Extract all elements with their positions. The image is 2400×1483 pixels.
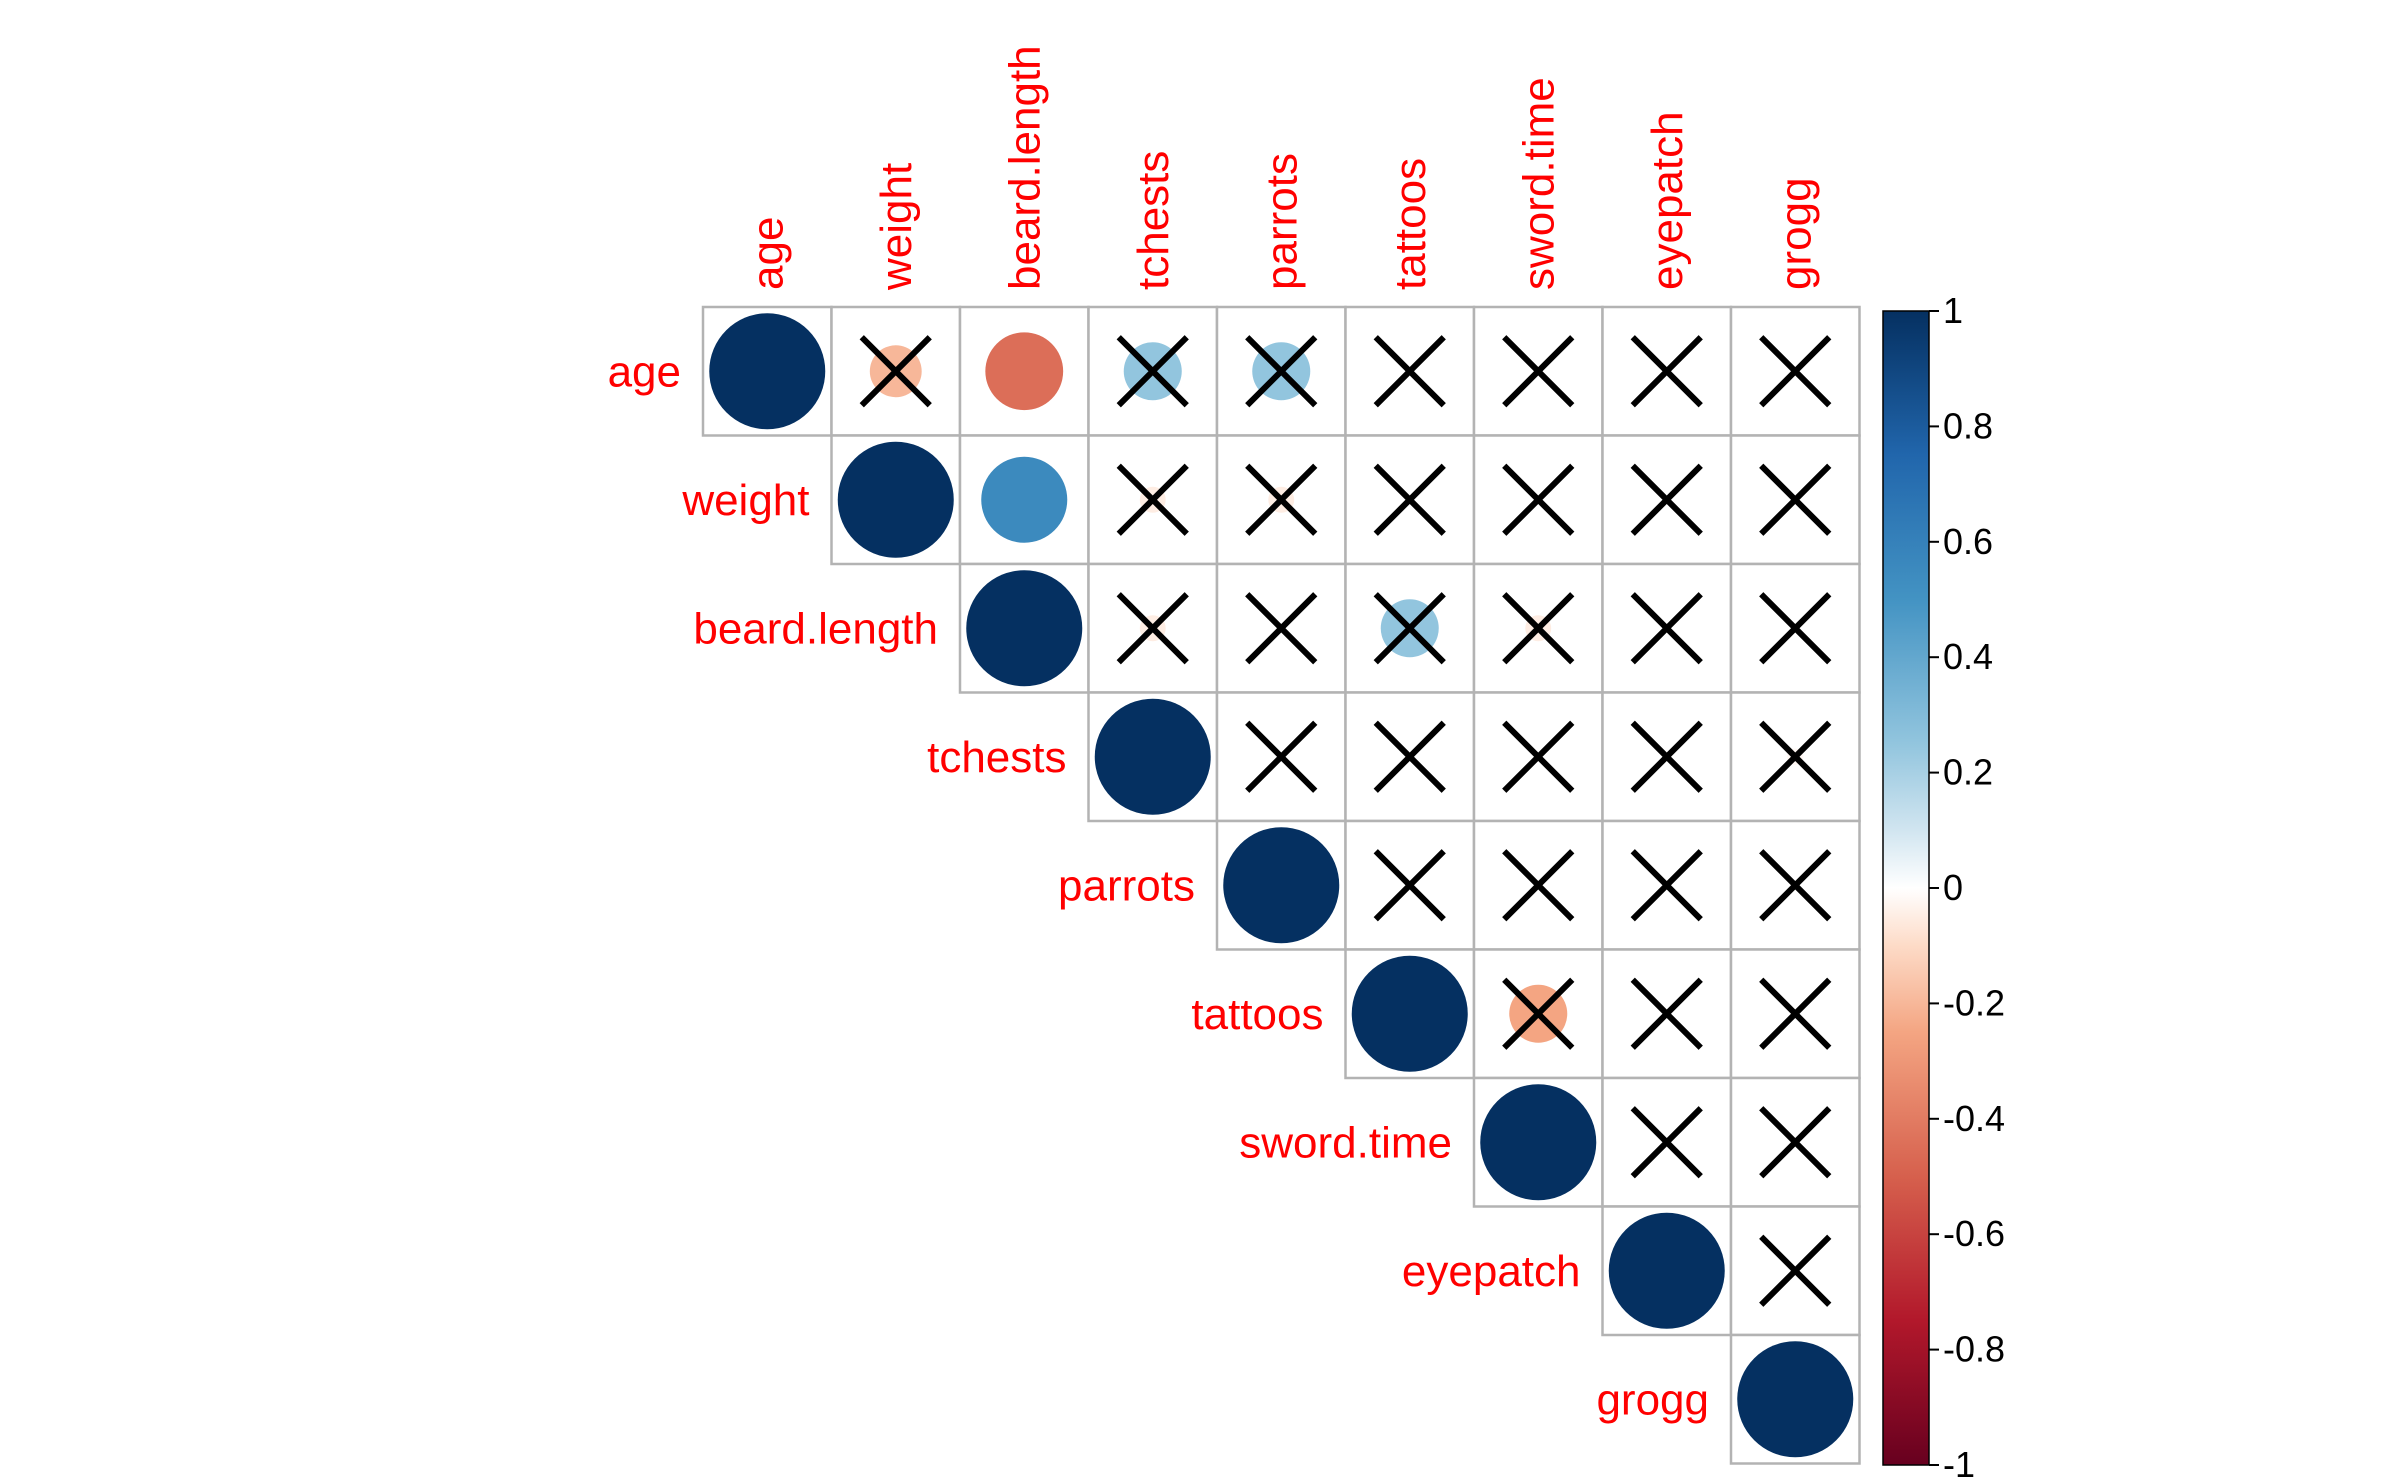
column-label-weight: weight xyxy=(871,162,921,290)
corr-circle-weight-beard.length xyxy=(981,457,1067,543)
colorbar-tick-label: -0.2 xyxy=(1943,982,2006,1024)
corr-circle-grogg-grogg xyxy=(1737,1341,1853,1457)
row-label-tchests: tchests xyxy=(927,732,1067,782)
corr-circle-beard.length-beard.length xyxy=(966,570,1082,686)
row-label-parrots: parrots xyxy=(1058,861,1195,911)
column-labels xyxy=(743,45,1820,291)
row-label-tattoos: tattoos xyxy=(1191,989,1324,1039)
colorbar-tick-label: -0.4 xyxy=(1943,1097,2006,1139)
column-label-age: age xyxy=(743,216,793,290)
row-label-eyepatch: eyepatch xyxy=(1401,1246,1581,1296)
corr-circle-eyepatch-eyepatch xyxy=(1609,1213,1725,1329)
colorbar-bar xyxy=(1883,311,1929,1465)
corr-circle-tattoos-tattoos xyxy=(1352,956,1468,1072)
column-label-tchests: tchests xyxy=(1128,150,1178,290)
corr-circle-sword.time-sword.time xyxy=(1480,1084,1596,1200)
colorbar-tick-label: 0.8 xyxy=(1943,405,1994,447)
row-label-sword.time: sword.time xyxy=(1239,1118,1452,1168)
corr-circle-tchests-tchests xyxy=(1095,699,1211,815)
column-label-parrots: parrots xyxy=(1257,153,1307,290)
row-label-weight: weight xyxy=(682,475,810,525)
colorbar-tick-label: -1 xyxy=(1943,1444,1976,1483)
column-label-beard.length: beard.length xyxy=(1000,45,1050,290)
colorbar-tick-label: -0.8 xyxy=(1943,1328,2006,1370)
corr-circle-weight-weight xyxy=(838,442,954,558)
colorbar-tick-label: 0 xyxy=(1943,867,1964,908)
column-label-tattoos: tattoos xyxy=(1385,157,1435,290)
corr-circle-age-age xyxy=(709,313,825,429)
column-label-sword.time: sword.time xyxy=(1514,77,1564,290)
colorbar-tick-label: -0.6 xyxy=(1943,1213,2006,1255)
colorbar xyxy=(1883,290,2005,1483)
row-label-age: age xyxy=(607,347,681,397)
corr-circle-age-beard.length xyxy=(985,332,1063,410)
corr-circle-parrots-parrots xyxy=(1223,827,1339,943)
colorbar-tick-label: 0.4 xyxy=(1943,636,1994,678)
colorbar-tick-label: 1 xyxy=(1943,290,1964,331)
column-label-grogg: grogg xyxy=(1771,177,1821,290)
column-label-eyepatch: eyepatch xyxy=(1642,111,1692,290)
row-label-grogg: grogg xyxy=(1596,1375,1709,1425)
row-label-beard.length: beard.length xyxy=(693,604,938,654)
colorbar-tick-label: 0.6 xyxy=(1943,520,1994,562)
colorbar-tick-label: 0.2 xyxy=(1943,751,1994,793)
